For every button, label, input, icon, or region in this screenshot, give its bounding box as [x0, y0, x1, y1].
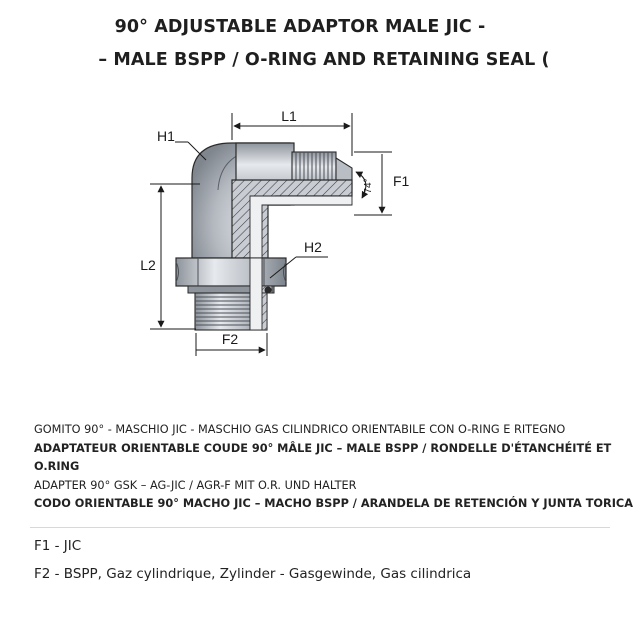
label-h2: H2: [304, 239, 322, 255]
label-h1: H1: [157, 128, 175, 144]
label-l1: L1: [281, 108, 297, 124]
label-f1: F1: [393, 173, 410, 189]
page-title-line1: 90° ADJUSTABLE ADAPTOR MALE JIC -: [114, 17, 486, 37]
lock-nut: [176, 258, 286, 286]
label-f2: F2: [221, 331, 239, 347]
description-italian: GOMITO 90° - MASCHIO JIC - MASCHIO GAS CILINDRICO ORIENTABILE CON O-RING E RITEGNO: [34, 423, 566, 436]
label-angle: 74°: [363, 178, 374, 194]
dimension-l2: [140, 184, 200, 329]
description-german: ADAPTER 90° GSK – AG-JIC / AGR-F MIT O.R. UND HALTER: [34, 478, 357, 492]
description-french-line2: O.RING: [34, 460, 80, 473]
section-hatching: [232, 180, 352, 258]
description-french-line1: ADAPTATEUR ORIENTABLE COUDE 90° MÂLE JIC – MALE BSPP / RONDELLE D'ÉTANCHÉITÉ ET: [34, 441, 612, 455]
description-spanish: CODO ORIENTABLE 90° MACHO JIC – MACHO BSPP / ARANDELA DE RETENCIÓN Y JUNTA TORICA: [34, 497, 633, 510]
thread-f2-spec: F2 - BSPP, Gaz cylindrique, Zylinder - Gasgewinde, Gas cilindrica: [34, 566, 472, 582]
dimension-f1: [354, 152, 410, 215]
label-l2: L2: [140, 257, 156, 273]
thread-f1-spec: F1 - JIC: [34, 538, 82, 554]
dimension-f2: [196, 331, 267, 356]
page-title-line2: – MALE BSPP / O-RING AND RETAINING SEAL (: [98, 50, 550, 70]
divider: [30, 527, 610, 528]
description-block: [34, 421, 634, 514]
